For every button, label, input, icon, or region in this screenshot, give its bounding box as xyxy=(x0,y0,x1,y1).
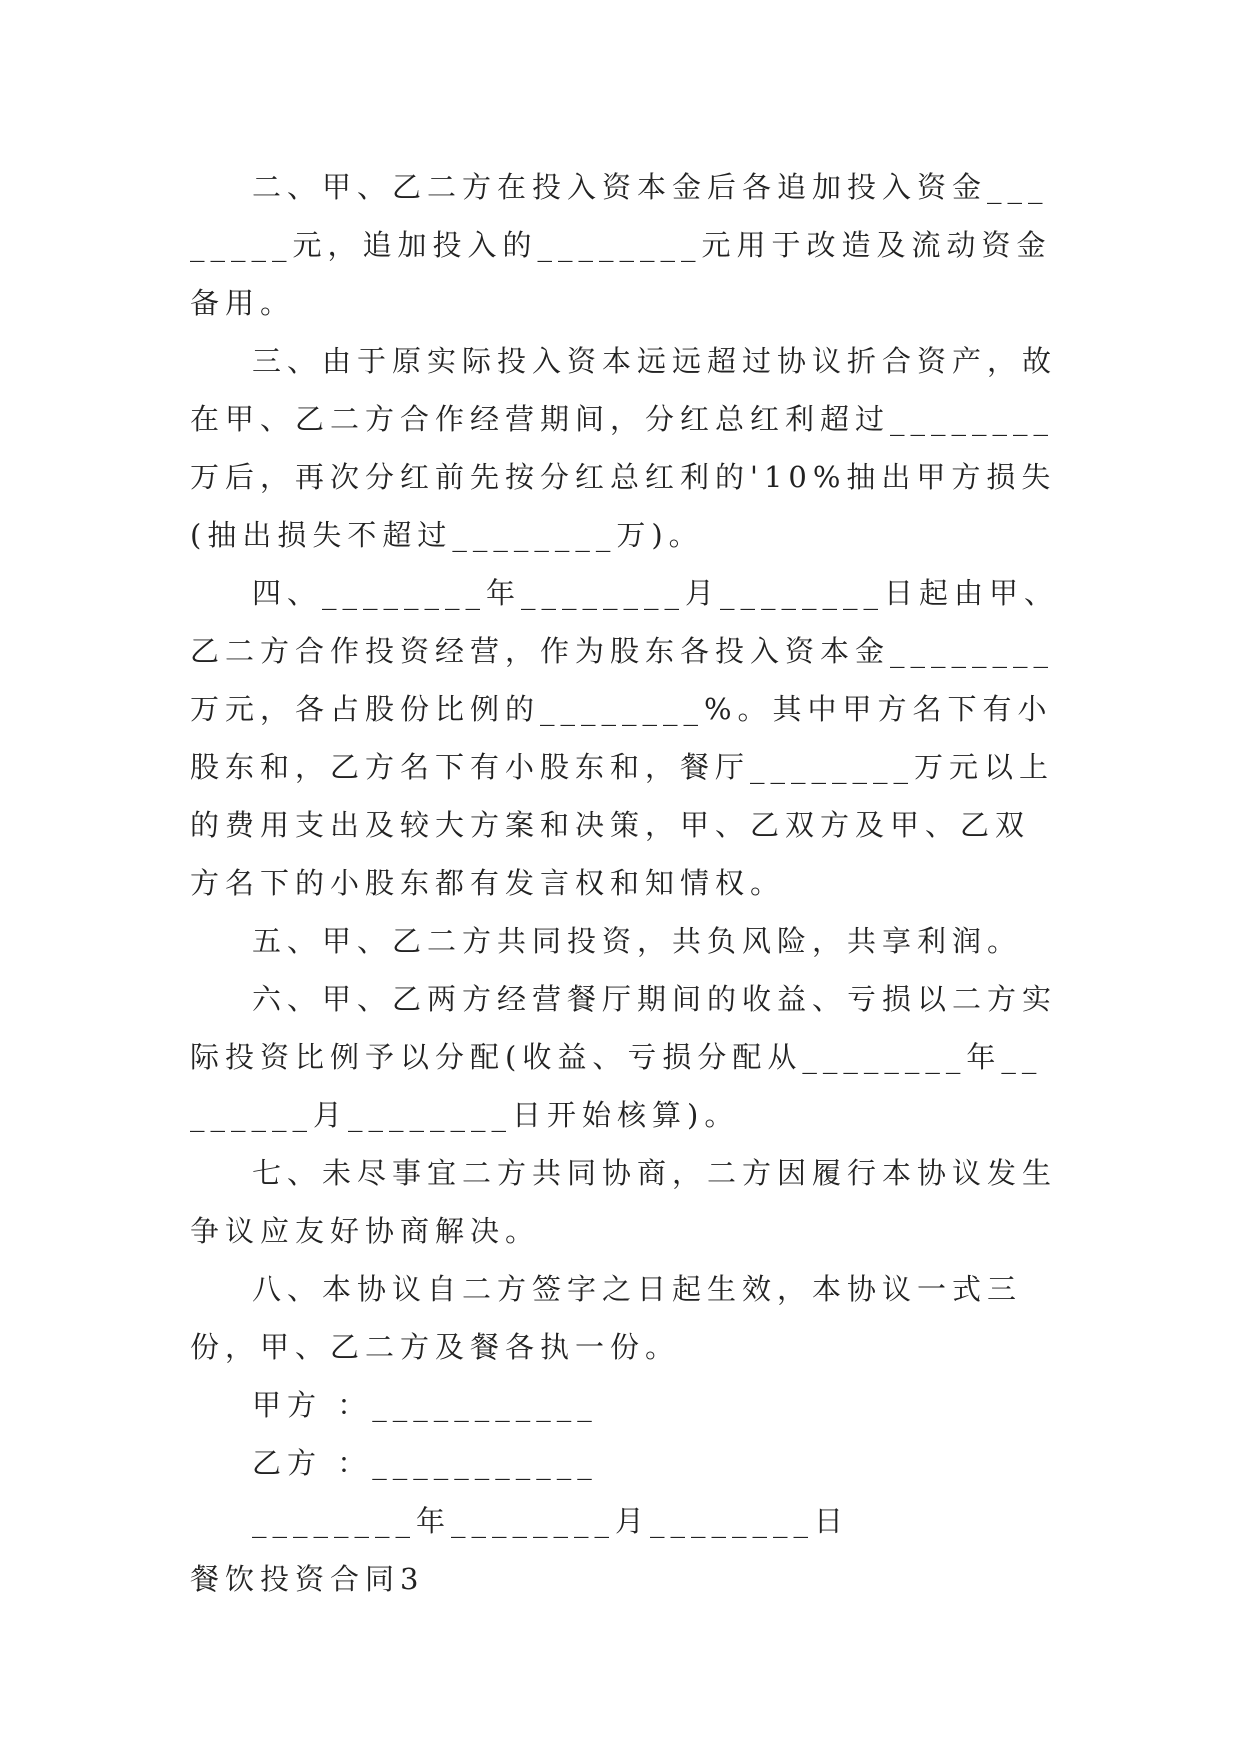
clause-5: 五、甲、乙二方共同投资，共负风险，共享利润。 xyxy=(252,924,1023,958)
clause-7: 七、未尽事宜二方共同协商，二方因履行本协议发生争议应友好协商解决。 xyxy=(190,1156,1058,1248)
next-section-heading: 餐饮投资合同3 xyxy=(190,1562,425,1596)
clause-4: 四、________年________月________日起由甲、乙二方合作投资经营，作为股东各投入资本金________万元，各占股份比例的________%。其中甲方名下有小股东和，乙方名下有小股东和，餐厅________万元以上的费用支出及较大方案和决策，甲、乙双方及甲、乙双方名下的小股东都有发言权和知情权。 xyxy=(190,576,1060,900)
clause-2: 二、甲、乙二方在投入资本金后各追加投入资金________元，追加投入的________元用于改造及流动资金备用。 xyxy=(190,170,1052,320)
clause-3: 三、由于原实际投入资本远远超过协议折合资产，故在甲、乙二方合作经营期间，分红总红利超过________万后，再次分红前先按分红总红利的'10%抽出甲方损失(抽出损失不超过________万)。 xyxy=(190,344,1058,552)
clause-6: 六、甲、乙两方经营餐厅期间的收益、亏损以二方实际投资比例予以分配(收益、亏损分配从________年________月________日开始核算)。 xyxy=(190,982,1058,1132)
party-a-signature: 甲方 ：___________ xyxy=(252,1388,598,1422)
document-body xyxy=(190,158,1060,1608)
signature-date: ________年________月________日 xyxy=(252,1504,850,1538)
clause-8: 八、本协议自二方签字之日起生效，本协议一式三份，甲、乙二方及餐各执一份。 xyxy=(190,1272,1023,1364)
party-b-signature: 乙方 ：___________ xyxy=(252,1446,598,1480)
